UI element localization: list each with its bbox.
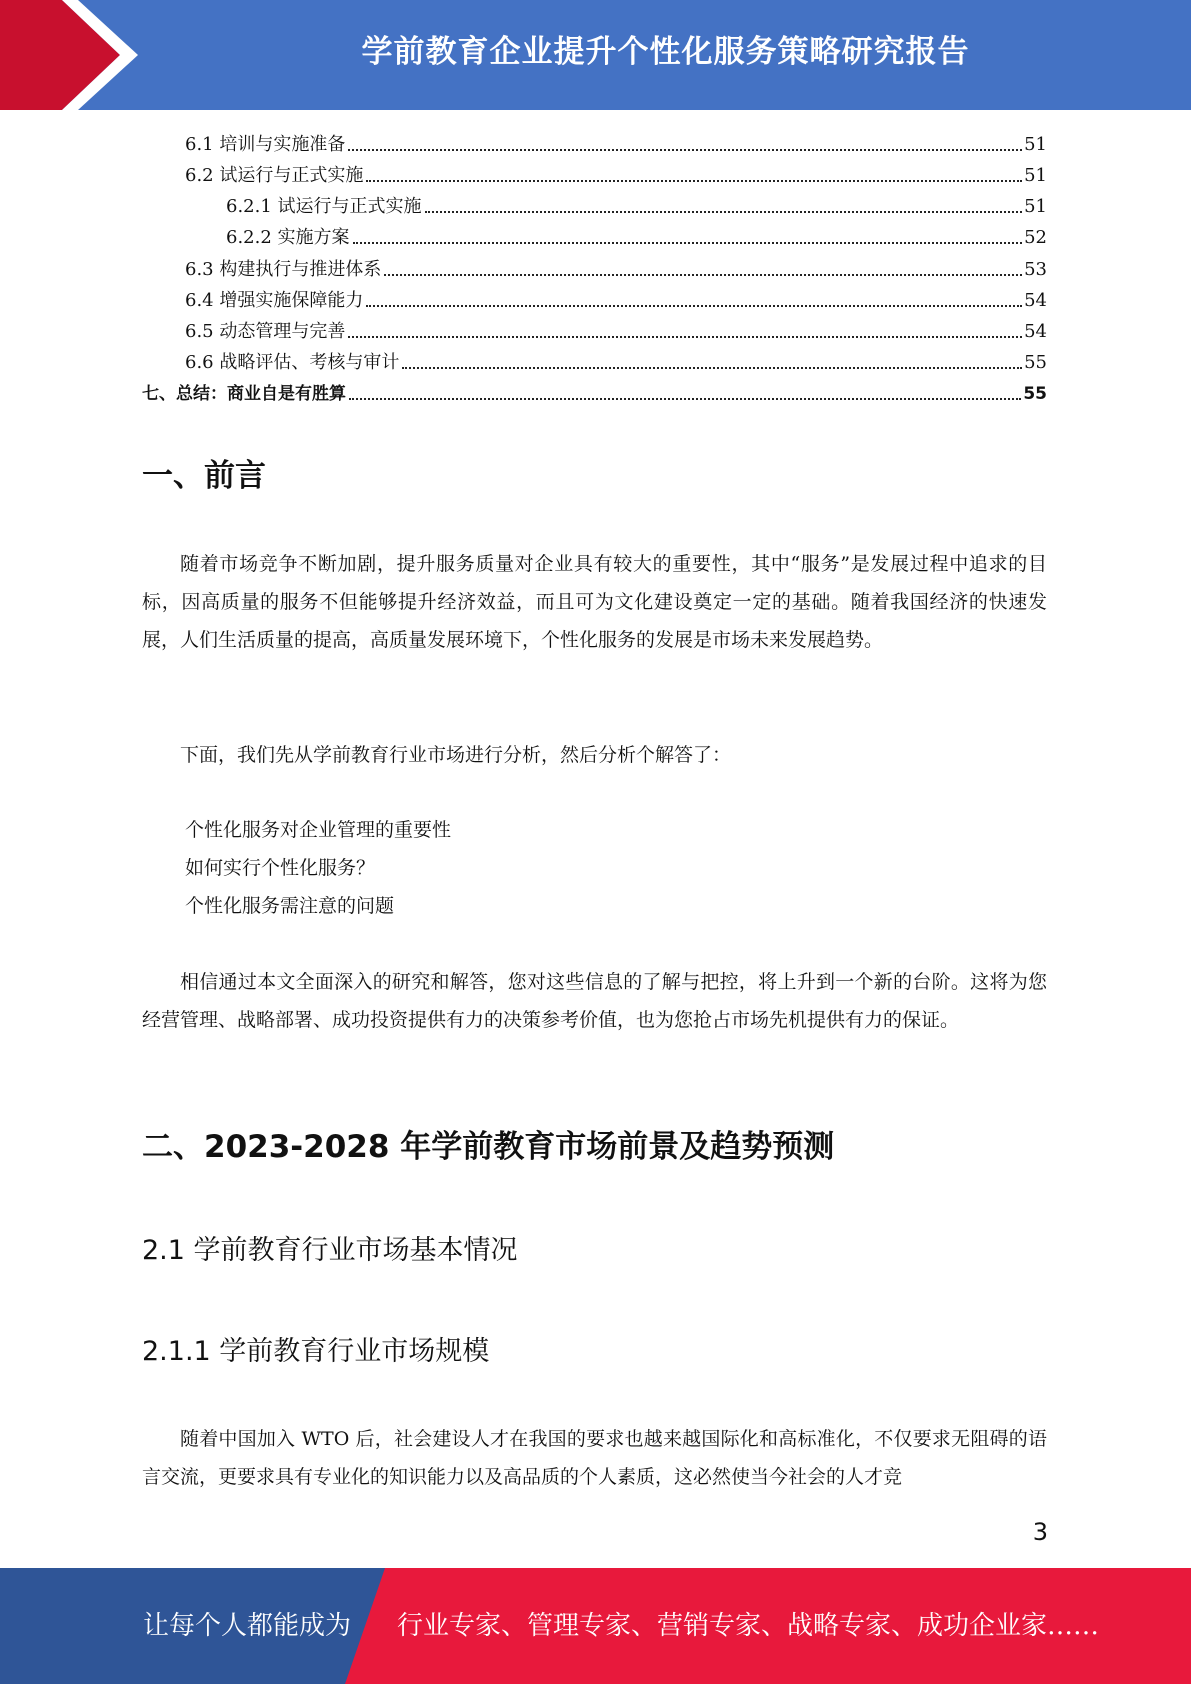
header-arrow-decoration: [0, 0, 160, 110]
toc-entry[interactable]: [185, 159, 1047, 189]
toc-leader: [366, 180, 1022, 182]
toc-entry[interactable]: [226, 190, 1047, 220]
toc-leader: [402, 367, 1022, 369]
toc-entry-title: 6.2 试运行与正式实施: [185, 165, 364, 186]
toc-leader: [349, 398, 1021, 400]
subsection-heading: 2.1 学前教育行业市场基本情况: [142, 1235, 518, 1266]
list-item: 如何实行个性化服务？: [185, 857, 376, 879]
toc-entry-title: 6.6 战略评估、考核与审计: [185, 352, 400, 373]
list-item: 个性化服务对企业管理的重要性: [185, 819, 452, 841]
toc-entry-page: 52: [1024, 227, 1047, 248]
subsubsection-heading: 2.1.1 学前教育行业市场规模: [142, 1336, 490, 1367]
toc-entry-title: 七、总结：商业自是有胜算: [142, 384, 346, 404]
header-title: 学前教育企业提升个性化服务策略研究报告: [361, 34, 970, 70]
paragraph-market-size: 随着中国加入 WTO 后，社会建设人才在我国的要求也越来越国际化和高标准化，不仅要求无阻碍的语言交流，更要求具有专业化的知识能力以及高品质的个人素质，这必然使当今社会的人才竞: [142, 1428, 1047, 1488]
toc-entry[interactable]: [185, 253, 1047, 283]
toc-leader: [348, 336, 1022, 338]
toc-entry-page: 51: [1024, 165, 1047, 186]
toc-entry[interactable]: [185, 315, 1047, 345]
toc-leader: [353, 242, 1023, 244]
toc-entry-chapter[interactable]: [142, 377, 1047, 407]
footer-slogan-left: 让每个人都能成为: [143, 1611, 352, 1641]
toc-entry-page: 53: [1024, 259, 1047, 280]
toc-entry-page: 55: [1024, 352, 1047, 373]
toc-entry-title: 6.2.2 实施方案: [226, 227, 350, 248]
section-heading-forecast: 二、2023-2028 年学前教育市场前景及趋势预测: [142, 1129, 835, 1165]
toc-entry-page: 55: [1023, 384, 1047, 404]
toc-entry[interactable]: [185, 128, 1047, 158]
paragraph-preface-2: 下面，我们先从学前教育行业市场进行分析，然后分析个解答了：: [180, 744, 732, 766]
page-header: [0, 0, 1191, 110]
toc-entry-page: 51: [1024, 196, 1047, 217]
toc-entry-page: 54: [1024, 290, 1047, 311]
toc-entry-title: 6.4 增强实施保障能力: [185, 290, 364, 311]
section-heading-preface: 一、前言: [142, 458, 266, 494]
list-item: 个性化服务需注意的问题: [185, 895, 395, 917]
toc-entry-title: 6.5 动态管理与完善: [185, 321, 346, 342]
toc-leader: [348, 149, 1022, 151]
paragraph-preface-1: 随着市场竞争不断加剧，提升服务质量对企业具有较大的重要性，其中“服务”是发展过程中追求的目标，因高质量的服务不但能够提升经济效益，而且可为文化建设奠定一定的基础。随着我国经济的快速发展，人们生活质量的提高，高质量发展环境下，个性化服务的发展是市场未来发展趋势。: [142, 553, 1047, 651]
paragraph-preface-3: 相信通过本文全面深入的研究和解答，您对这些信息的了解与把控，将上升到一个新的台阶。这将为您经营管理、战略部署、成功投资提供有力的决策参考价值，也为您抢占市场先机提供有力的保证。: [142, 971, 1047, 1031]
toc-entry-page: 51: [1024, 134, 1047, 155]
footer-slogan-right: 行业专家、管理专家、营销专家、战略专家、成功企业家……: [397, 1611, 1100, 1641]
toc-entry-title: 6.1 培训与实施准备: [185, 134, 346, 155]
toc-entry[interactable]: [185, 284, 1047, 314]
toc-entry-page: 54: [1024, 321, 1047, 342]
toc-leader: [384, 274, 1022, 276]
toc-entry[interactable]: [185, 346, 1047, 376]
toc-entry-title: 6.3 构建执行与推进体系: [185, 259, 382, 280]
page-footer: [0, 1568, 1191, 1684]
page-number: 3: [1032, 1518, 1048, 1546]
toc-leader: [366, 305, 1022, 307]
toc-leader: [425, 211, 1023, 213]
toc-entry-title: 6.2.1 试运行与正式实施: [226, 196, 422, 217]
toc-entry[interactable]: [226, 221, 1047, 251]
